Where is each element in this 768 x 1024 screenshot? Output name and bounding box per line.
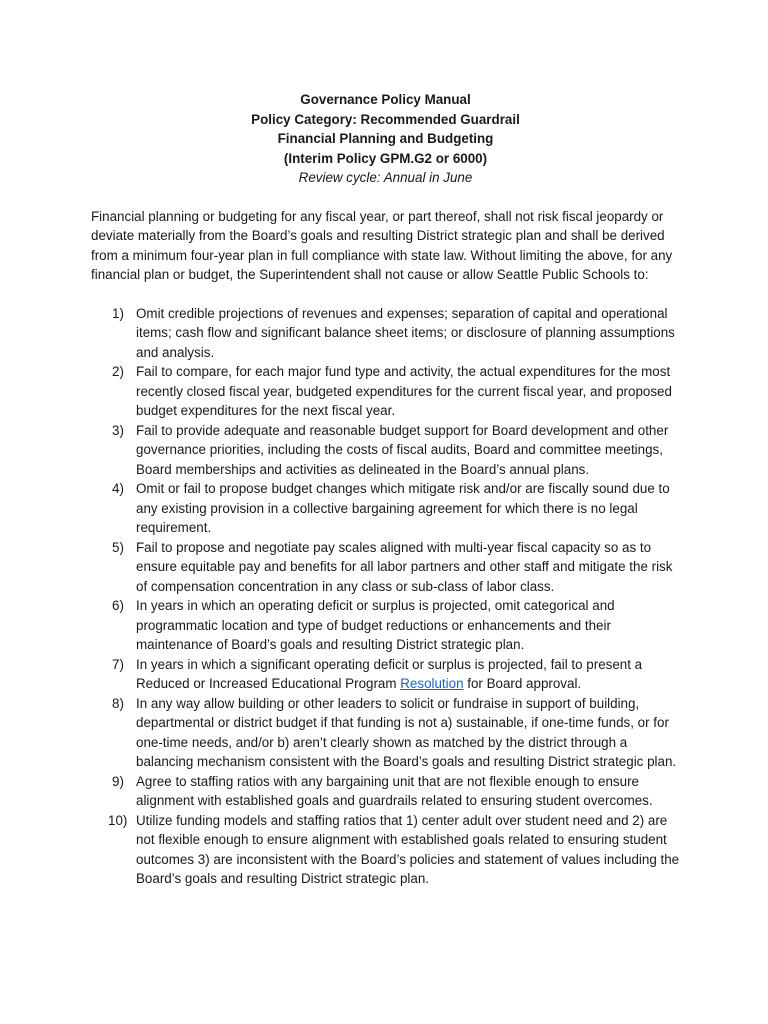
list-item (91, 421, 680, 480)
list-item-number: 7) (112, 656, 124, 672)
list-item-number: 8) (112, 695, 124, 711)
list-item (91, 479, 680, 538)
list-item-text-end: for Board approval. (463, 676, 582, 691)
list-item (91, 694, 680, 772)
list-item (91, 304, 680, 363)
list-item-number: 3) (112, 422, 124, 438)
list-item (91, 362, 680, 421)
list-item-number: 4) (112, 481, 124, 496)
list-item (91, 655, 680, 694)
list-item-text: Fail to provide adequate and reasonable budget support for Board development and other governance priorities, including the costs of fiscal audits, Board and committee meetings, Board memberships and activities as delineated in the Board’s annual plans. (136, 422, 669, 477)
list-item-text: Fail to propose and negotiate pay scales aligned with multi-year fiscal capacity so as to ensure equitable pay and benefits for all labor partners and other staff and mitigate the risk of compensation concentration in any class or sub-class of labor class. (136, 539, 673, 594)
review-cycle: Review cycle: Annual in June (298, 170, 473, 185)
policy-category: Policy Category: Recommended Guardrail (251, 111, 520, 127)
list-item-text: Agree to staffing ratios with any bargaining unit that are not flexible enough to ensure alignment with established goals and guardrails related to ensuring student overcomes. (136, 773, 653, 808)
document-header (91, 90, 680, 188)
list-item-text: Fail to compare, for each major fund type and activity, the actual expenditures for the most recently closed fiscal year, budgeted expenditures for the current fiscal year, and proposed budget expenditures for the next fiscal year. (136, 364, 672, 418)
list-item (91, 538, 680, 597)
policy-list (91, 304, 680, 889)
list-item-text: Omit or fail to propose budget changes which mitigate risk and/or are fiscally sound due to any existing provision in a collective bargaining agreement for which there is no legal requirement. (136, 481, 670, 535)
list-item-text: Omit credible projections of revenues and expenses; separation of capital and operational items; cash flow and significant balance sheet items; or disclosure of planning assumptions and analysis. (136, 305, 675, 360)
policy-title: Financial Planning and Budgeting (277, 131, 494, 146)
resolution-link[interactable]: Resolution (400, 676, 464, 691)
list-item (91, 772, 680, 811)
list-item-text: In years in which an operating deficit or surplus is projected, omit categorical and programmatic location and type of budget reductions or enhancements and their maintenance of Board’s goals and resulting District strategic plan. (136, 598, 615, 652)
list-item-number: 1) (112, 305, 124, 321)
intro-paragraph: Financial planning or budgeting for any fiscal year, or part thereof, shall not risk fiscal jeopardy or deviate materially from the Board’s goals and resulting District strategic plan and shall be derived from a minimum four-year plan in full compliance with state law. Without limiting the above, for any financial plan or budget, the Superintendent shall not cause or allow Seattle Public Schools to: (91, 208, 673, 282)
list-item-text: In any way allow building or other leaders to solicit or fundraise in support of building, departmental or district budget if that funding is not a) sustainable, if one-time funds, or for one-time needs, and/or b) aren’t clearly shown as matched by the district through a balancing mechanism consistent with the Board’s goals and resulting District strategic plan. (136, 695, 677, 769)
list-item-number: 6) (112, 598, 124, 613)
list-item-text: Utilize funding models and staffing ratios that 1) center adult over student need and 2) are not flexible enough to ensure alignment with established goals related to ensuring student outcomes 3) are inconsistent with the Board’s policies and statement of values including the Board’s goals and resulting District strategic plan. (136, 812, 680, 886)
list-item (91, 811, 680, 889)
list-item-number: 5) (112, 539, 124, 555)
list-item (91, 596, 680, 655)
list-item-number: 10) (108, 812, 128, 828)
list-item-number: 9) (112, 773, 124, 789)
list-item-number: 2) (112, 364, 124, 379)
list-item-text: In years in which a significant operating deficit or surplus is projected, fail to present a Reduced or Increased Educational Program (136, 656, 643, 691)
policy-code: (Interim Policy GPM.G2 or 6000) (283, 150, 488, 166)
manual-title: Governance Policy Manual (300, 92, 471, 107)
